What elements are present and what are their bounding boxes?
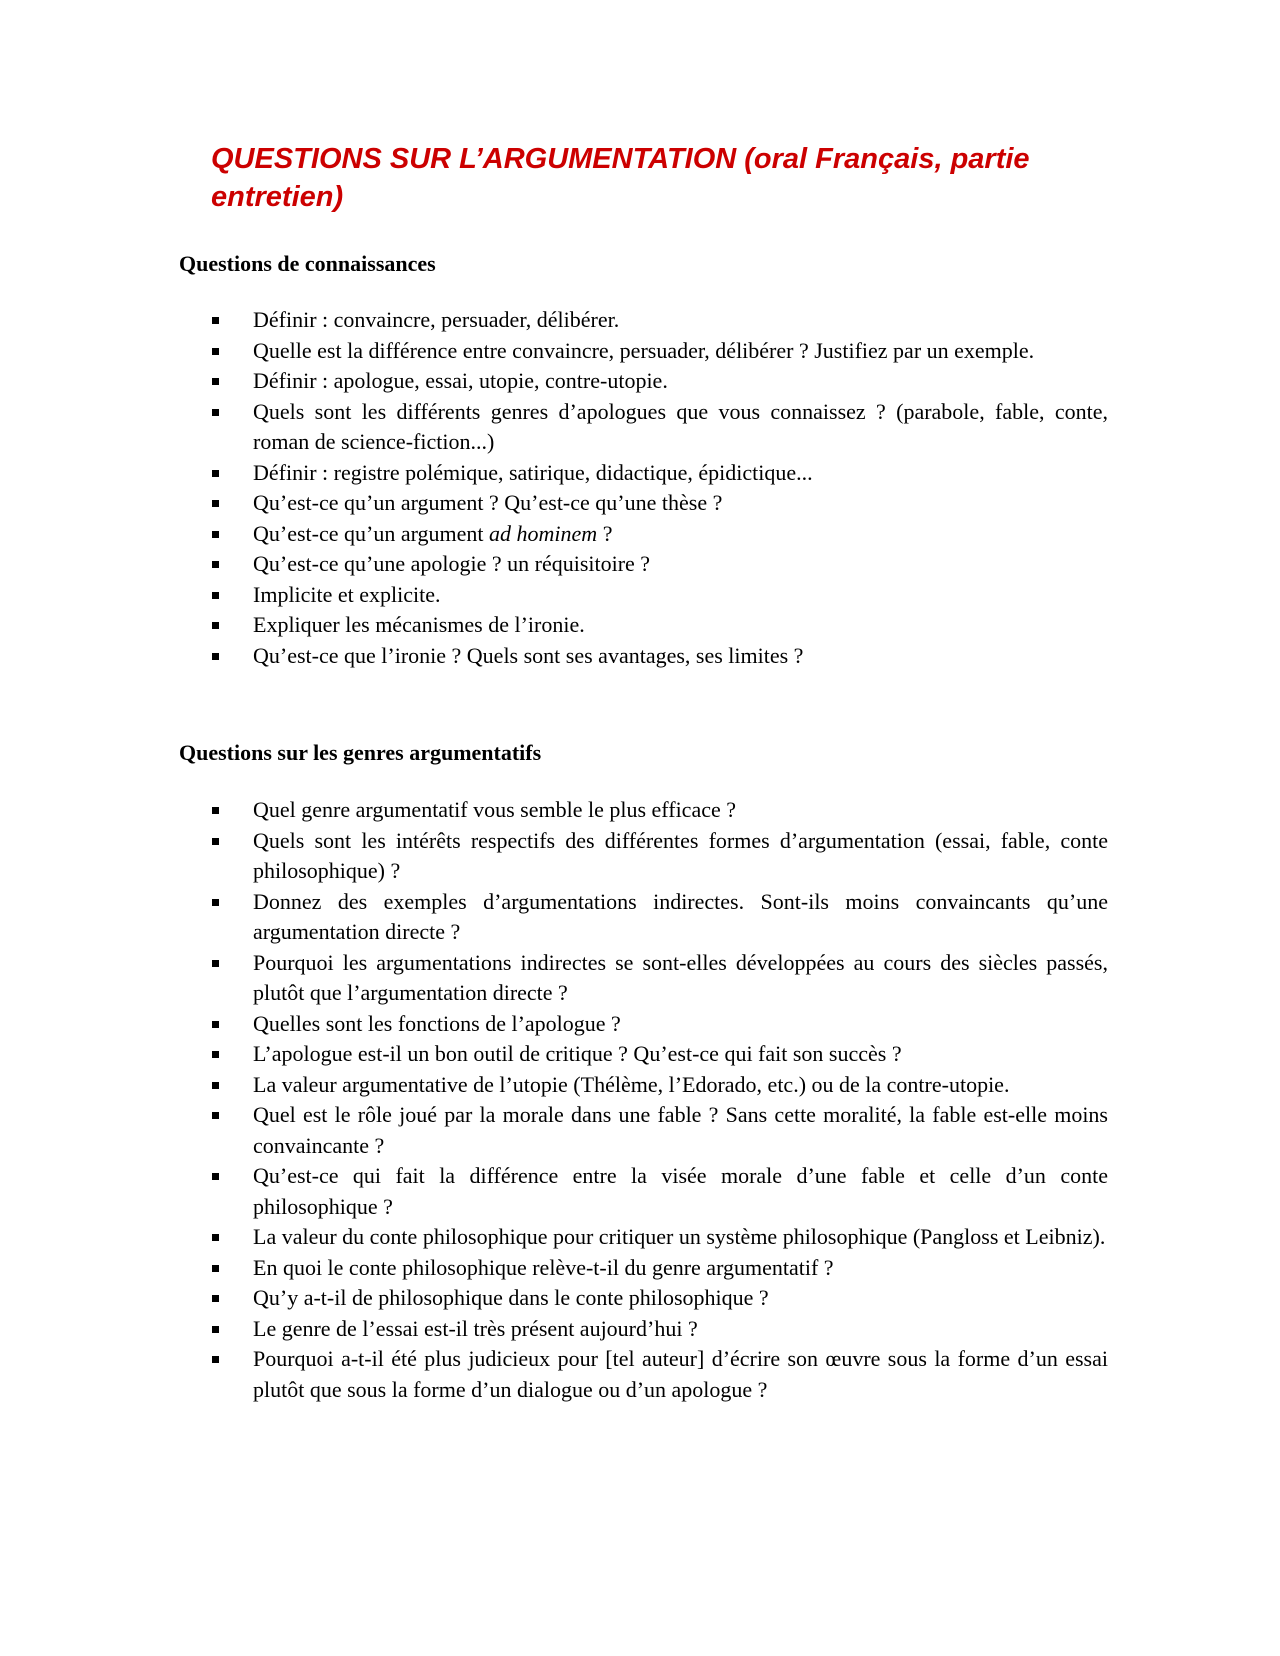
question-text: Quels sont les intérêts respectifs des différentes formes d’argumentation (essai, fable, conte philosophique) ? — [253, 827, 1108, 883]
list-item — [212, 305, 1108, 336]
list-item — [212, 1253, 1108, 1284]
question-text: Quels sont les différents genres d’apologues que vous connaissez ? (parabole, fable, conte, roman de science-fiction...) — [253, 398, 1108, 454]
list-item — [212, 948, 1108, 1009]
list-item — [212, 397, 1108, 458]
square-bullet-icon — [212, 561, 219, 568]
list-item — [212, 1009, 1108, 1040]
list-item — [212, 1100, 1108, 1161]
question-text: Pourquoi a-t-il été plus judicieux pour [tel auteur] d’écrire son œuvre sous la forme d’un essai plutôt que sous la forme d’un dialogue ou d’un apologue ? — [253, 1346, 1108, 1402]
list-item — [212, 610, 1108, 641]
question-text: Quelle est la différence entre convaincre, persuader, délibérer ? Justifiez par un exemple. — [253, 337, 1035, 363]
question-text: Définir : apologue, essai, utopie, contre-utopie. — [253, 368, 668, 393]
section-heading-connaissances: Questions de connaissances — [179, 251, 436, 276]
question-text: Le genre de l’essai est-il très présent aujourd’hui ? — [253, 1315, 698, 1341]
square-bullet-icon — [212, 500, 219, 507]
square-bullet-icon — [212, 960, 219, 967]
question-text: Définir : registre polémique, satirique, didactique, épidictique... — [253, 459, 813, 485]
square-bullet-icon — [212, 592, 219, 599]
square-bullet-icon — [212, 409, 219, 416]
question-text: Qu’est-ce qui fait la différence entre la visée morale d’une fable et celle d’un conte philosophique ? — [253, 1163, 1108, 1219]
square-bullet-icon — [212, 1234, 219, 1241]
question-list-genres — [212, 795, 1108, 1405]
list-item — [212, 1344, 1108, 1405]
question-text: Quel est le rôle joué par la morale dans une fable ? Sans cette moralité, la fable est-elle moins convaincante ? — [253, 1102, 1108, 1158]
list-item — [212, 887, 1108, 948]
square-bullet-icon — [212, 1021, 219, 1028]
square-bullet-icon — [212, 348, 219, 355]
list-item — [212, 826, 1108, 887]
question-text: Qu’est-ce qu’un argument ? Qu’est-ce qu’une thèse ? — [253, 490, 723, 515]
question-text: Donnez des exemples d’argumentations indirectes. Sont-ils moins convaincants qu’une argumentation directe ? — [253, 888, 1108, 944]
square-bullet-icon — [212, 531, 219, 538]
square-bullet-icon — [212, 1051, 219, 1058]
list-item — [212, 641, 1108, 672]
square-bullet-icon — [212, 838, 219, 845]
square-bullet-icon — [212, 899, 219, 906]
question-text: Implicite et explicite. — [253, 581, 441, 607]
document-title: QUESTIONS SUR L’ARGUMENTATION (oral Français, partie entretien) — [211, 143, 1030, 213]
list-item — [212, 488, 1108, 519]
square-bullet-icon — [212, 1295, 219, 1302]
question-text: Qu’est-ce qu’une apologie ? un réquisitoire ? — [253, 551, 651, 576]
square-bullet-icon — [212, 1173, 219, 1180]
section-heading-genres: Questions sur les genres argumentatifs — [179, 740, 542, 765]
square-bullet-icon — [212, 807, 219, 814]
list-item — [212, 1039, 1108, 1070]
square-bullet-icon — [212, 470, 219, 477]
list-item — [212, 580, 1108, 611]
list-item — [212, 1314, 1108, 1345]
question-text: Pourquoi les argumentations indirectes se sont-elles développées au cours des siècles passés, plutôt que l’argumentation directe ? — [253, 949, 1108, 1005]
list-item — [212, 1222, 1108, 1253]
question-text: En quoi le conte philosophique relève-t-il du genre argumentatif ? — [253, 1254, 834, 1280]
list-item — [212, 1161, 1108, 1222]
question-text-after: ? — [597, 520, 613, 546]
question-text-before: Qu’est-ce qu’un argument — [253, 520, 490, 546]
list-item — [212, 795, 1108, 826]
question-text: La valeur du conte philosophique pour critiquer un système philosophique (Pangloss et Leibniz). — [253, 1224, 1106, 1249]
square-bullet-icon — [212, 653, 219, 660]
square-bullet-icon — [212, 1326, 219, 1333]
square-bullet-icon — [212, 622, 219, 629]
question-text: Qu’est-ce que l’ironie ? Quels sont ses avantages, ses limites ? — [253, 642, 804, 668]
square-bullet-icon — [212, 317, 219, 324]
square-bullet-icon — [212, 1082, 219, 1089]
question-text: L’apologue est-il un bon outil de critique ? Qu’est-ce qui fait son succès ? — [253, 1041, 902, 1066]
square-bullet-icon — [212, 378, 219, 385]
list-item — [212, 336, 1108, 367]
question-list-connaissances — [212, 305, 1108, 671]
question-text: Qu’y a-t-il de philosophique dans le conte philosophique ? — [253, 1285, 769, 1310]
square-bullet-icon — [212, 1112, 219, 1119]
question-text: Quelles sont les fonctions de l’apologue ? — [253, 1010, 621, 1036]
list-item — [212, 1070, 1108, 1101]
list-item — [212, 458, 1108, 489]
list-item — [212, 549, 1108, 580]
list-item — [212, 519, 1108, 550]
list-item — [212, 366, 1108, 397]
question-text: Définir : convaincre, persuader, délibérer. — [253, 307, 620, 332]
question-text: La valeur argumentative de l’utopie (Thélème, l’Edorado, etc.) ou de la contre-utopie. — [253, 1071, 1010, 1097]
question-text: Expliquer les mécanismes de l’ironie. — [253, 612, 585, 637]
list-item — [212, 1283, 1108, 1314]
square-bullet-icon — [212, 1265, 219, 1272]
square-bullet-icon — [212, 1356, 219, 1363]
question-text: Quel genre argumentatif vous semble le plus efficace ? — [253, 797, 737, 822]
latin-term: ad hominem — [489, 520, 598, 546]
